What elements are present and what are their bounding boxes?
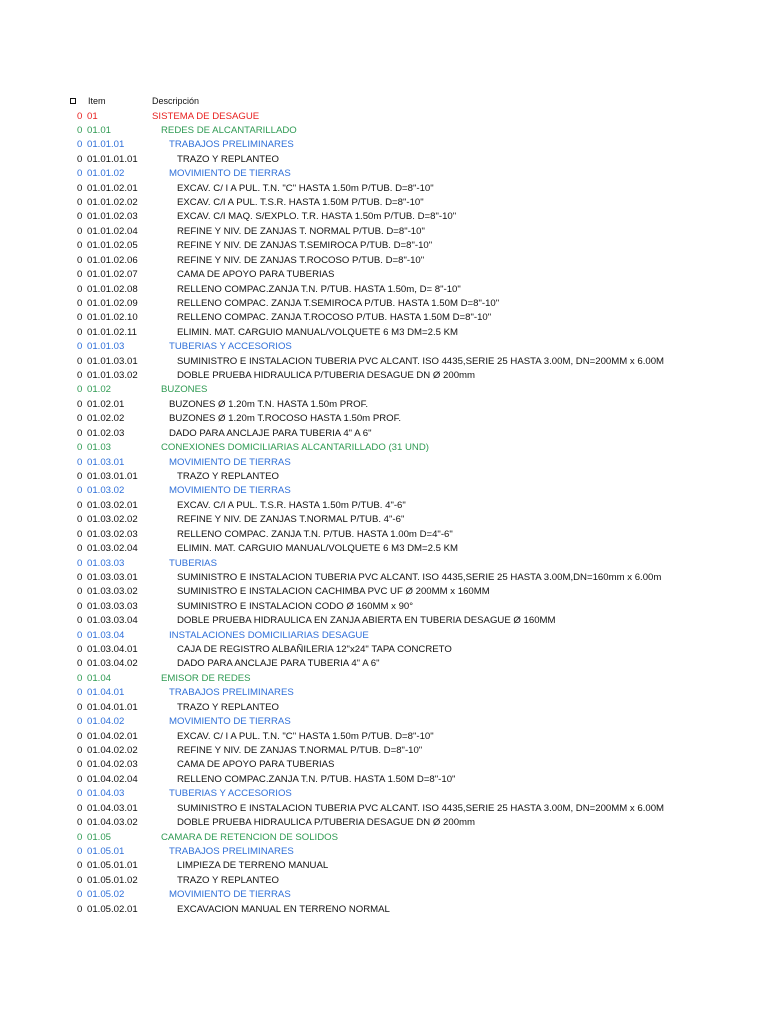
row-flag: 0 [77,744,83,756]
row-item-code: 01.01.03 [87,341,125,353]
row-flag: 0 [77,571,83,583]
row-flag: 0 [77,644,83,656]
row-flag: 0 [77,485,83,497]
row-flag: 0 [77,514,83,526]
row-description: MOVIMIENTO DE TIERRAS [169,456,291,468]
row-description: DADO PARA ANCLAJE PARA TUBERIA 4" A 6" [177,658,380,670]
row-item-code: 01.02.02 [87,413,125,425]
header-descripcion: Descripción [152,96,200,106]
row-description: BUZONES Ø 1.20m T.N. HASTA 1.50m PROF. [169,398,369,410]
table-row [0,888,768,902]
table-row [0,239,768,253]
row-flag: 0 [77,557,83,569]
row-item-code: 01.02.03 [87,427,125,439]
row-flag: 0 [77,802,83,814]
row-flag: 0 [77,240,83,252]
row-item-code: 01.03.02.04 [87,543,138,555]
row-item-code: 01.03.04 [87,629,125,641]
row-description: SUMINISTRO E INSTALACION TUBERIA PVC ALCANT. ISO 4435,SERIE 25 HASTA 3.00M, DN=200MM x 6.00M [177,355,665,367]
table-row [0,225,768,239]
row-description: CAJA DE REGISTRO ALBAÑILERIA 12"x24" TAPA CONCRETO [177,644,452,656]
row-item-code: 01.05 [87,831,112,843]
row-description: MOVIMIENTO DE TIERRAS [169,889,291,901]
row-flag: 0 [77,788,83,800]
row-description: SUMINISTRO E INSTALACION CACHIMBA PVC UF Ø 200MM x 160MM [177,586,490,598]
table-row [0,614,768,628]
row-item-code: 01.01.02.05 [87,240,138,252]
table-row [0,672,768,686]
row-description: TRAZO Y REPLANTEO [177,471,280,482]
row-flag: 0 [77,817,83,829]
row-description: ELIMIN. MAT. CARGUIO MANUAL/VOLQUETE 6 M3 DM=2.5 KM [177,543,459,555]
table-row [0,859,768,873]
row-description: DOBLE PRUEBA HIDRAULICA P/TUBERIA DESAGUE DN Ø 200mm [177,370,476,382]
row-flag: 0 [77,615,83,627]
row-flag: 0 [77,355,83,367]
row-description: TRABAJOS PRELIMINARES [169,687,294,699]
row-item-code: 01.01.02 [87,168,125,180]
table-row [0,355,768,369]
row-description: RELLENO COMPAC. ZANJA T.ROCOSO P/TUB. HASTA 1.50M D=8"-10" [177,312,492,324]
row-item-code: 01.05.02.01 [87,903,138,915]
table-row [0,383,768,397]
row-description: RELLENO COMPAC. ZANJA T.N. P/TUB. HASTA 1.00m D=4"-6" [177,528,453,540]
row-flag: 0 [77,687,83,699]
row-flag: 0 [77,543,83,555]
row-flag: 0 [77,341,83,353]
row-item-code: 01.03.02.02 [87,514,138,526]
row-item-code: 01.01.03.01 [87,355,138,367]
row-description: TRABAJOS PRELIMINARES [169,845,294,857]
row-item-code: 01.02 [87,384,112,396]
table-row [0,657,768,671]
row-item-code: 01.04.02 [87,716,125,728]
row-item-code: 01.05.01 [87,845,125,857]
row-flag: 0 [77,326,83,338]
row-item-code: 01.03.01 [87,456,125,468]
table-row [0,758,768,772]
table-row [0,802,768,816]
row-flag: 0 [77,398,83,410]
row-flag: 0 [77,889,83,901]
row-item-code: 01 [87,110,98,122]
row-description: TUBERIAS [169,557,217,569]
header-item: Item [88,96,106,106]
row-item-code: 01.04.02.02 [87,744,138,756]
row-description: DADO PARA ANCLAJE PARA TUBERIA 4" A 6" [169,427,372,439]
row-item-code: 01.03.04.02 [87,658,138,670]
row-description: REFINE Y NIV. DE ZANJAS T.NORMAL P/TUB. D=8"-10" [177,744,423,756]
row-description: BUZONES Ø 1.20m T.ROCOSO HASTA 1.50m PROF. [169,413,402,425]
row-description: DOBLE PRUEBA HIDRAULICA P/TUBERIA DESAGUE DN Ø 200mm [177,817,476,829]
table-row [0,816,768,830]
row-flag: 0 [77,672,83,684]
table-row [0,484,768,498]
row-item-code: 01.01.01.01 [87,153,138,165]
table-row [0,903,768,917]
table-row [0,456,768,470]
row-description: CAMA DE APOYO PARA TUBERIAS [177,759,335,771]
row-item-code: 01.04.02.04 [87,773,138,785]
row-description: CAMA DE APOYO PARA TUBERIAS [177,269,335,281]
row-item-code: 01.01.02.08 [87,283,138,295]
row-flag: 0 [77,860,83,872]
table-row [0,600,768,614]
row-description: MOVIMIENTO DE TIERRAS [169,168,291,180]
row-description: TRAZO Y REPLANTEO [177,874,280,886]
row-item-code: 01.03.01.01 [87,471,138,482]
row-item-code: 01.02.01 [87,398,125,410]
row-description: EXCAVACION MANUAL EN TERRENO NORMAL [177,903,390,915]
row-description: EXCAV. C/ I A PUL. T.N. "C" HASTA 1.50m P/TUB. D=8"-10" [177,730,434,742]
row-description: REDES DE ALCANTARILLADO [161,124,297,136]
table-row [0,182,768,196]
row-description: MOVIMIENTO DE TIERRAS [169,716,291,728]
row-description: TUBERIAS Y ACCESORIOS [169,341,292,353]
table-row [0,643,768,657]
row-item-code: 01.03.02.01 [87,499,138,511]
table-row [0,470,768,484]
row-flag: 0 [77,254,83,266]
row-flag: 0 [77,600,83,612]
row-flag: 0 [77,528,83,540]
row-description: TRABAJOS PRELIMINARES [169,139,294,151]
row-item-code: 01.04.03.02 [87,817,138,829]
row-flag: 0 [77,427,83,439]
row-flag: 0 [77,413,83,425]
row-description: REFINE Y NIV. DE ZANJAS T. NORMAL P/TUB. D=8"-10" [177,225,425,237]
table-row [0,153,768,167]
row-item-code: 01.01.02.06 [87,254,138,266]
row-description: EXCAV. C/ I A PUL. T.N. "C" HASTA 1.50m P/TUB. D=8"-10" [177,182,434,194]
row-description: SUMINISTRO E INSTALACION CODO Ø 160MM x 90° [177,600,414,612]
row-item-code: 01.01.02.11 [87,326,137,338]
row-item-code: 01.04.03.01 [87,802,138,814]
row-description: RELLENO COMPAC.ZANJA T.N. P/TUB. HASTA 1.50m, D= 8"-10" [177,283,461,295]
row-item-code: 01.03.03.04 [87,615,138,627]
row-item-code: 01.05.01.02 [87,874,138,886]
table-row [0,629,768,643]
table-row [0,268,768,282]
table-row [0,499,768,513]
row-item-code: 01.01.02.04 [87,225,138,237]
row-item-code: 01.01.02.01 [87,182,138,194]
row-description: LIMPIEZA DE TERRENO MANUAL [177,860,329,872]
row-flag: 0 [77,370,83,382]
row-flag: 0 [77,499,83,511]
row-flag: 0 [77,874,83,886]
row-flag: 0 [77,110,83,122]
row-item-code: 01.03.03.02 [87,586,138,598]
row-description: RELLENO COMPAC.ZANJA T.N. P/TUB. HASTA 1.50M D=8"-10" [177,773,456,785]
row-description: TRAZO Y REPLANTEO [177,153,280,165]
table-row [0,254,768,268]
row-description: TRAZO Y REPLANTEO [177,701,280,713]
row-description: TUBERIAS Y ACCESORIOS [169,788,292,800]
table-row [0,369,768,383]
table-row [0,744,768,758]
row-item-code: 01.01.02.09 [87,297,138,309]
table-row [0,138,768,152]
table-row [0,730,768,744]
row-description: ELIMIN. MAT. CARGUIO MANUAL/VOLQUETE 6 M3 DM=2.5 KM [177,326,459,338]
row-flag: 0 [77,471,83,482]
row-item-code: 01.03.03 [87,557,125,569]
table-row [0,686,768,700]
table-row [0,326,768,340]
table-row [0,124,768,138]
table-row [0,542,768,556]
row-description: EXCAV. C/I A PUL. T.S.R. HASTA 1.50m P/TUB. 4"-6" [177,499,406,511]
row-flag: 0 [77,716,83,728]
table-row [0,513,768,527]
row-flag: 0 [77,629,83,641]
row-flag: 0 [77,225,83,237]
table-row [0,528,768,542]
row-description: REFINE Y NIV. DE ZANJAS T.NORMAL P/TUB. 4"-6" [177,514,405,526]
table-row [0,167,768,181]
row-description: DOBLE PRUEBA HIDRAULICA EN ZANJA ABIERTA EN TUBERIA DESAGUE Ø 160MM [177,615,556,627]
table-row [0,845,768,859]
header-checkbox-icon [70,98,76,104]
table-row [0,427,768,441]
table-row [0,210,768,224]
row-flag: 0 [77,124,83,136]
row-flag: 0 [77,730,83,742]
row-flag: 0 [77,168,83,180]
row-flag: 0 [77,197,83,209]
row-description: REFINE Y NIV. DE ZANJAS T.SEMIROCA P/TUB. D=8"-10" [177,240,433,252]
row-item-code: 01.05.01.01 [87,860,138,872]
table-row [0,340,768,354]
row-description: CONEXIONES DOMICILIARIAS ALCANTARILLADO (31 UND) [161,442,429,454]
row-flag: 0 [77,773,83,785]
table-row [0,874,768,888]
row-item-code: 01.04.01.01 [87,701,138,713]
row-description: CAMARA DE RETENCION DE SOLIDOS [161,831,338,843]
row-flag: 0 [77,269,83,281]
row-item-code: 01.01.03.02 [87,370,138,382]
row-flag: 0 [77,312,83,324]
row-item-code: 01.01 [87,124,112,136]
row-description: SUMINISTRO E INSTALACION TUBERIA PVC ALCANT. ISO 4435,SERIE 25 HASTA 3.00M,DN=160mm x 6.00m [177,571,662,583]
row-description: EXCAV. C/I A PUL. T.S.R. HASTA 1.50M P/TUB. D=8"-10" [177,197,424,209]
row-flag: 0 [77,831,83,843]
table-row [0,557,768,571]
row-item-code: 01.04.02.01 [87,730,138,742]
row-flag: 0 [77,658,83,670]
row-item-code: 01.01.01 [87,139,125,151]
table-row [0,398,768,412]
row-description: MOVIMIENTO DE TIERRAS [169,485,291,497]
table-row [0,283,768,297]
row-flag: 0 [77,903,83,915]
row-item-code: 01.04 [87,672,112,684]
row-item-code: 01.01.02.02 [87,197,138,209]
row-flag: 0 [77,182,83,194]
row-item-code: 01.01.02.07 [87,269,138,281]
table-row [0,773,768,787]
row-flag: 0 [77,701,83,713]
row-flag: 0 [77,845,83,857]
table-row [0,412,768,426]
table-row [0,715,768,729]
table-row [0,297,768,311]
row-description: RELLENO COMPAC. ZANJA T.SEMIROCA P/TUB. HASTA 1.50M D=8"-10" [177,297,500,309]
row-description: SUMINISTRO E INSTALACION TUBERIA PVC ALCANT. ISO 4435,SERIE 25 HASTA 3.00M, DN=200MM x 6.00M [177,802,665,814]
table-row [0,701,768,715]
row-item-code: 01.03.03.01 [87,571,138,583]
row-flag: 0 [77,384,83,396]
table-row [0,571,768,585]
row-description: REFINE Y NIV. DE ZANJAS T.ROCOSO P/TUB. D=8"-10" [177,254,425,266]
row-item-code: 01.04.03 [87,788,125,800]
table-row [0,787,768,801]
row-item-code: 01.03.02 [87,485,125,497]
row-flag: 0 [77,759,83,771]
row-flag: 0 [77,586,83,598]
row-description: BUZONES [161,384,208,396]
row-flag: 0 [77,283,83,295]
row-description: EMISOR DE REDES [161,672,251,684]
row-item-code: 01.03.03.03 [87,600,138,612]
row-item-code: 01.03.02.03 [87,528,138,540]
row-flag: 0 [77,442,83,454]
table-row [0,110,768,124]
row-item-code: 01.03 [87,442,112,454]
row-flag: 0 [77,153,83,165]
row-item-code: 01.04.02.03 [87,759,138,771]
row-flag: 0 [77,211,83,223]
row-description: SISTEMA DE DESAGUE [152,110,260,122]
table-row [0,441,768,455]
table-row [0,196,768,210]
row-item-code: 01.01.02.10 [87,312,138,324]
row-item-code: 01.04.01 [87,687,125,699]
row-item-code: 01.05.02 [87,889,125,901]
row-item-code: 01.01.02.03 [87,211,138,223]
table-row [0,831,768,845]
row-description: INSTALACIONES DOMICILIARIAS DESAGUE [169,629,369,641]
table-row [0,311,768,325]
row-flag: 0 [77,139,83,151]
row-description: EXCAV. C/I MAQ. S/EXPLO. T.R. HASTA 1.50m P/TUB. D=8"-10" [177,211,457,223]
row-item-code: 01.03.04.01 [87,644,138,656]
row-flag: 0 [77,297,83,309]
table-row [0,585,768,599]
row-flag: 0 [77,456,83,468]
